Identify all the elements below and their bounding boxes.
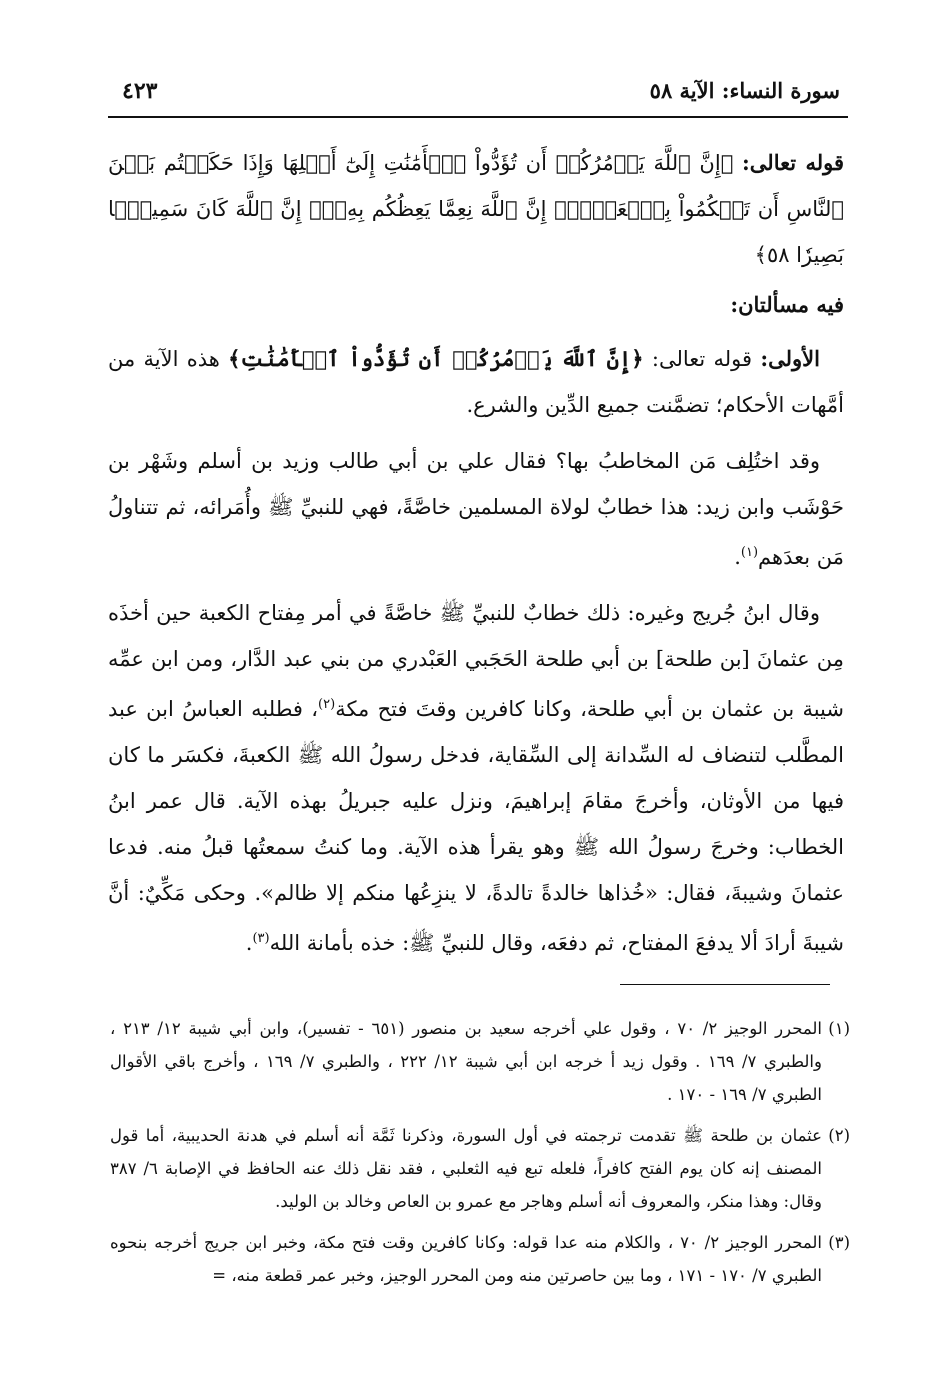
footnote-ref-2[interactable]: (٢) [318, 697, 336, 712]
footnote-2-number: (٢) [828, 1126, 850, 1145]
main-text [108, 140, 844, 966]
paragraph-2 [108, 438, 844, 580]
first-issue-pre: قوله تعالى: [651, 347, 753, 371]
footnote-1-number: (١) [828, 1019, 850, 1038]
footnote-3-number: (٣) [828, 1233, 850, 1252]
footnote-1-text: المحرر الوجيز ٢/ ٧٠ ، وقول علي أخرجه سعيد بن منصور (٦٥١ - تفسير)، وابن أبي شيبة ١٢/ ٢١٣ ، والطبري ٧/ ١٦٩ . وقول زيد أ خرجه ابن أبي شيبة ١٢/ ٢٢٢ ، والطبري ٧/ ١٦٩ ، وأخرج باقي الأقوال الطبري ٧/ ١٦٩ - ١٧٠ . [110, 1019, 823, 1104]
footnote-separator [620, 984, 830, 985]
footnote-3 [110, 1226, 850, 1292]
footnotes [110, 1012, 850, 1300]
paragraph-3 [108, 590, 844, 966]
verse-lead: قوله تعالى: [742, 150, 844, 175]
first-issue [108, 336, 844, 428]
first-issue-post: هذه الآية من أمَّهات الأحكام؛ تضمَّنت جميع الدِّين والشرع. [108, 347, 844, 417]
paragraph-3-part1: وقال ابنُ جُريج وغيره: ذلك خطابٌ للنبيِّ ﷺ خاصَّةً في أمر مِفتاح الكعبة حين أخذَه مِن عثمانَ [بن طلحة] بن أبي طلحة الحَجَبي العَبْدري من بني عبد الدَّار، ومن ابن عمِّه شيبة بن عثمان بن أبي طلحة، وكانا كافرين وقتَ فتح مكة [108, 601, 844, 721]
first-issue-quote: ﴿إِنَّ ٱللَّهَ يَأۡمُرُكُمۡ أَن تُؤَدُّواْ ٱلۡأَمَٰنَٰتِ﴾ [228, 346, 644, 371]
paragraph-2-end: . [734, 545, 741, 569]
footnote-ref-1[interactable]: (١) [740, 545, 759, 560]
paragraph-3-end: . [245, 931, 253, 955]
footnote-2 [110, 1119, 850, 1218]
first-issue-label: الأولى: [760, 346, 820, 371]
paragraph-2-text: وقد اختُلِف مَن المخاطبُ بها؟ فقال علي بن أبي طالب وزيد بن أسلم وشَهْر بن حَوْشَب وابن زيد: هذا خطابٌ لولاة المسلمين خاصَّةً، فهي للنبيِّ ﷺ وأُمَرائه، ثم تتناولُ مَن بعدَهم [108, 449, 844, 569]
header-rule [108, 116, 848, 118]
running-header [112, 78, 840, 118]
issues-heading: فيه مسألتان: [730, 292, 844, 317]
footnote-3-text: المحرر الوجيز ٢/ ٧٠ ، والكلام منه عدا قوله: وكانا كافرين وقت فتح مكة، وخبر ابن جريج أخرجه بنحوه الطبري ٧/ ١٧٠ - ١٧١ ، وما بين حاصرتين منه ومن المحرر الوجيز، وخبر عمر قطعة منه، = [110, 1233, 822, 1285]
footnote-1 [110, 1012, 850, 1111]
paragraph-3-part2: ، فطلبه العباسُ ابن عبد المطَّلب لتنضاف له السِّدانة إلى السِّقاية، فدخل رسولُ الله ﷺ الكعبةَ، فكسَر ما كان فيها من الأوثان، وأخرجَ مقامَ إبراهيمَ، ونزل عليه جبريلُ بهذه الآية. قال عمر ابنُ الخطاب: وخرجَ رسولُ الله ﷺ وهو يقرأ هذه الآية. وما كنتُ سمعتُها قبلُ منه. فدعا عثمانَ وشيبةَ، فقال: «خُذاها خالدةً تالدةً، لا ينزِعُها منكم إلا ظالم». وحكى مَكِّيٌ: أنَّ شيبةَ أرادَ ألا يدفعَ المفتاح، ثم دفعَه، وقال للنبيِّ ﷺ: خذه بأمانة الله [108, 697, 844, 955]
surah-title: سورة النساء: الآية ٥٨ [649, 78, 840, 103]
footnote-ref-3[interactable]: (٣) [252, 931, 270, 946]
page-number: ٤٢٣ [122, 78, 158, 104]
footnote-2-text: عثمان بن طلحة ﷺ تقدمت ترجمته في أول السورة، وذكرنا ثَمَّة أنه أسلم في هدنة الحديبية، أما قول المصنف إنه كان يوم الفتح كافراً، فلعله تبع فيه الثعلبي ، فقد نقل ذلك عنه الحافظ في الإصابة ٦/ ٣٨٧ وقال: وهذا منكر، والمعروف أنه أسلم وهاجر مع عمرو بن العاص وخالد بن الوليد. [110, 1126, 823, 1211]
verse-text: ﴿إِنَّ ٱللَّهَ يَأۡمُرُكُمۡ أَن تُؤَدُّواْ ٱلۡأَمَٰنَٰتِ إِلَىٰٓ أَهۡلِهَا وَإِذَا حَكَمۡتُم بَيۡنَ ٱلنَّاسِ أَن تَحۡكُمُواْ بِٱلۡعَدۡلِۚ إِنَّ ٱللَّهَ نِعِمَّا يَعِظُكُم بِهِۦٓۗ إِنَّ ٱللَّهَ كَانَ سَمِيعَۢا بَصِيرٗا ٥٨﴾ [108, 151, 844, 267]
verse-block [108, 140, 844, 278]
